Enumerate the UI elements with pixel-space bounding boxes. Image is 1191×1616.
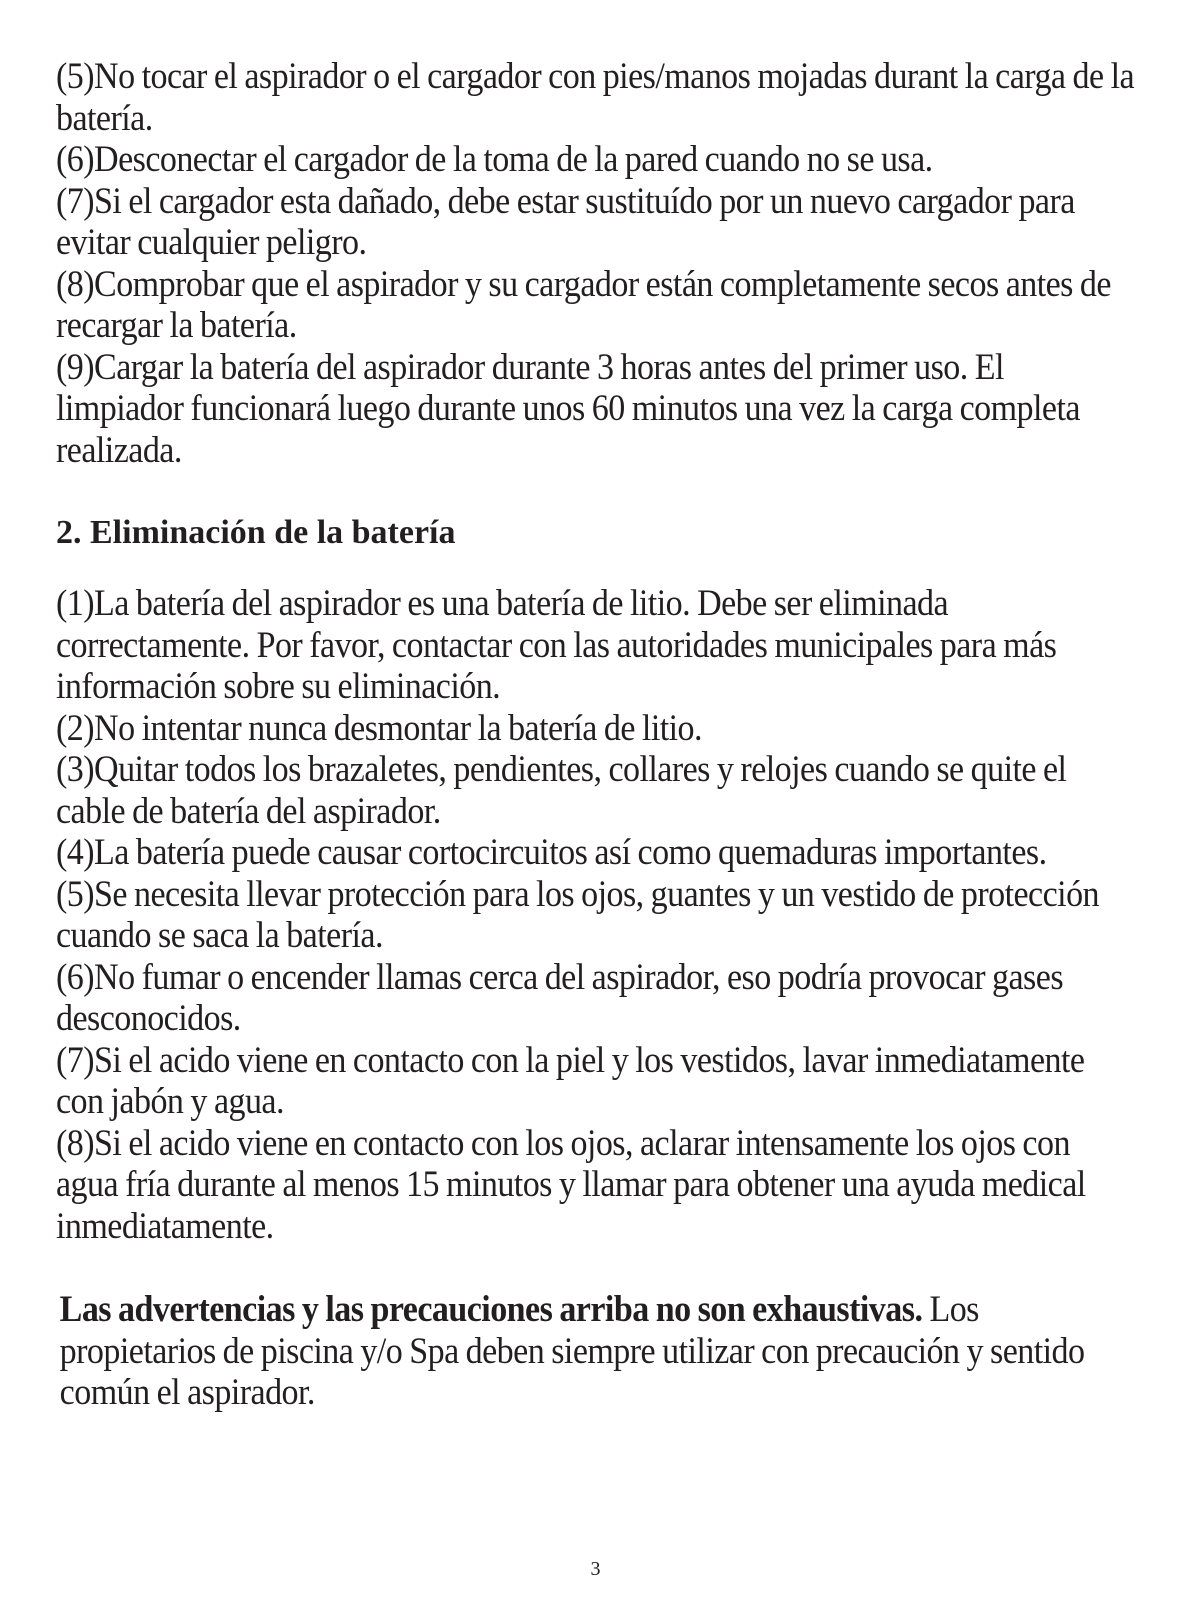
list-item: (8)Comprobar que el aspirador y su cargador están completamente secos antes de recargar la batería. xyxy=(56,263,1111,346)
document-page xyxy=(56,56,1136,1414)
closing-text: Los propietarios de piscina y/o Spa deben siempre utilizar con precaución y sentido común el aspirador. xyxy=(59,1289,1085,1413)
page-number: 3 xyxy=(590,1558,601,1580)
list-item: (8)Si el acido viene en contacto con los ojos, aclarar intensamente los ojos con agua fría durante al menos 15 minutos y llamar para obtener una ayuda medical inmediatamente. xyxy=(56,1122,1086,1247)
list-item: (4)La batería puede causar cortocircuitos así como quemaduras importantes. xyxy=(56,832,1047,873)
list-item: (3)Quitar todos los brazaletes, pendientes, collares y relojes cuando se quite el cable de batería del aspirador. xyxy=(56,749,1067,832)
list-item: (6)Desconectar el cargador de la toma de la pared cuando no se usa. xyxy=(56,139,933,180)
charging-instructions-list xyxy=(56,56,1136,471)
section-heading: 2. Eliminación de la batería xyxy=(56,514,456,551)
closing-bold-text: Las advertencias y las precauciones arriba no son exhaustivas. xyxy=(59,1289,923,1330)
closing-paragraph xyxy=(56,1289,1140,1414)
battery-disposal-list xyxy=(56,583,1136,1247)
list-item: (5)Se necesita llevar protección para los ojos, guantes y un vestido de protección cuando se saca la batería. xyxy=(56,873,1100,956)
list-item: (5)No tocar el aspirador o el cargador con pies/manos mojadas durant la carga de la batería. xyxy=(56,56,1135,139)
list-item: (1)La batería del aspirador es una batería de litio. Debe ser eliminada correctamente. Por favor, contactar con las autoridades municipales para más información sobre su eliminación. xyxy=(56,583,1057,707)
list-item: (2)No intentar nunca desmontar la batería de litio. xyxy=(56,707,702,749)
list-item: (6)No fumar o encender llamas cerca del aspirador, eso podría provocar gases desconocidos. xyxy=(56,956,1064,1039)
list-item: (9)Cargar la batería del aspirador durante 3 horas antes del primer uso. El limpiador funcionará luego durante unos 60 minutos una vez la carga completa realizada. xyxy=(56,346,1080,471)
list-item: (7)Si el cargador esta dañado, debe estar sustituído por un nuevo cargador para evitar cualquier peligro. xyxy=(56,180,1075,263)
list-item: (7)Si el acido viene en contacto con la piel y los vestidos, lavar inmediatamente con jabón y agua. xyxy=(56,1039,1085,1122)
